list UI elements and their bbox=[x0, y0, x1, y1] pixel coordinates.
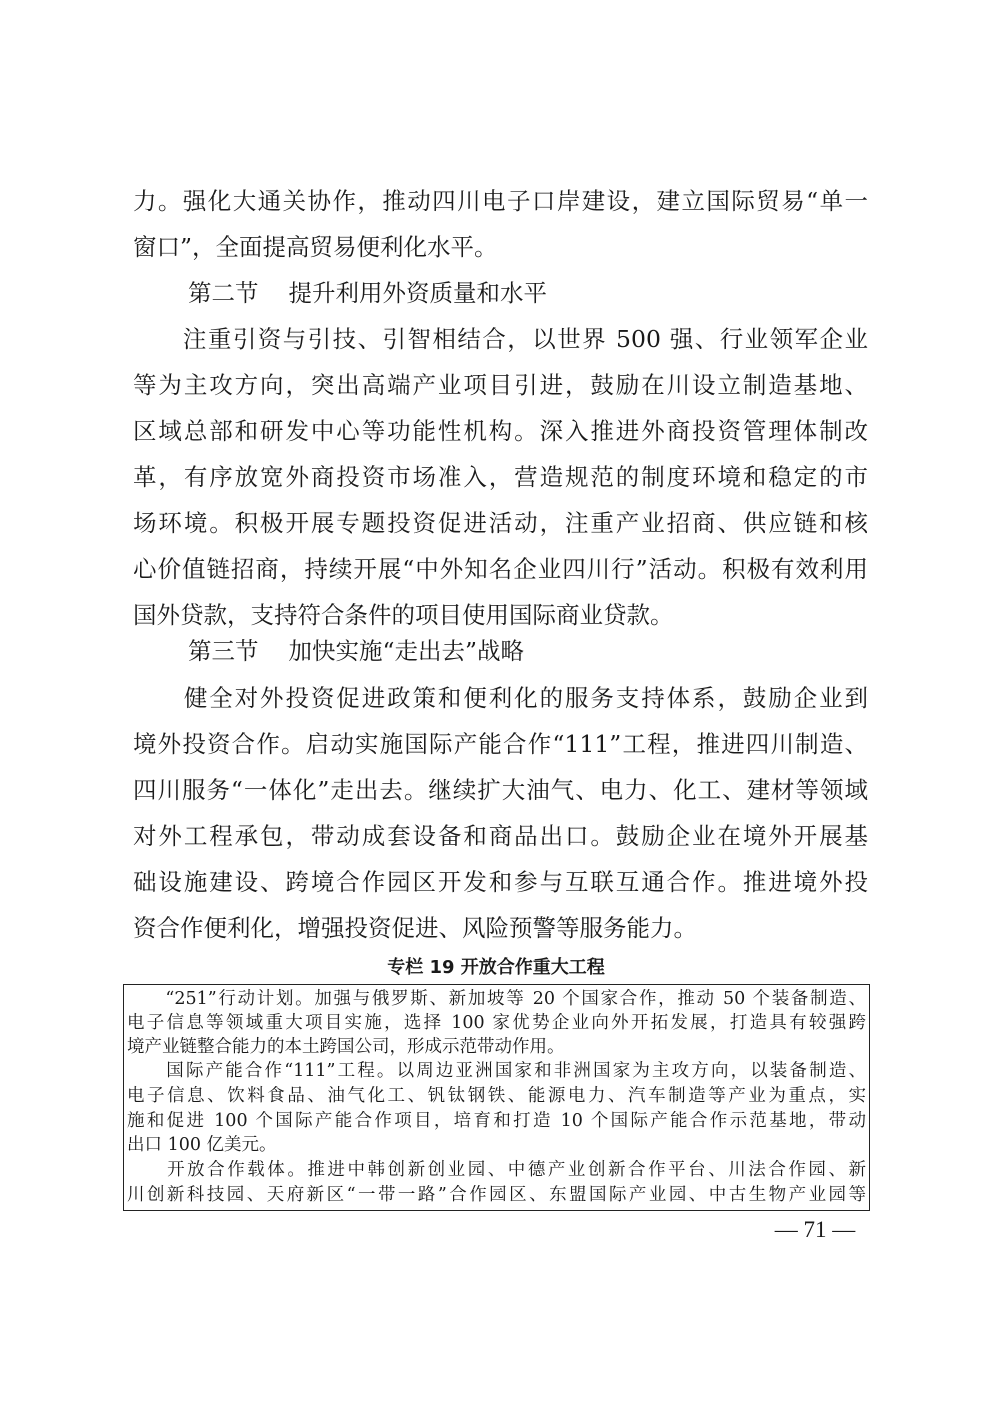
body-text-line: 注重引资与引技、引智相结合，以世界 500 强、行业领军企业 bbox=[133, 325, 868, 353]
page-number: — 71 — bbox=[774, 1217, 856, 1242]
box-text-line: 境产业链整合能力的本土跨国公司，形成示范带动作用。 bbox=[127, 1037, 565, 1057]
body-text-line: 资合作便利化，增强投资促进、风险预警等服务能力。 bbox=[133, 914, 697, 942]
box-text-line: 国际产能合作“111”工程。以周边亚洲国家和非洲国家为主攻方向，以装备制造、 bbox=[127, 1061, 866, 1081]
box-text-line: 开放合作载体。推进中韩创新创业园、中德产业创新合作平台、川法合作园、新 bbox=[127, 1160, 866, 1180]
box-text-line: 出口 100 亿美元。 bbox=[127, 1135, 277, 1155]
body-text-line: 国外贷款，支持符合条件的项目使用国际商业贷款。 bbox=[133, 601, 674, 629]
body-text-line: 心价值链招商，持续开展“中外知名企业四川行”活动。积极有效利用 bbox=[133, 555, 868, 583]
box-text-line: 电子信息、饮料食品、油气化工、钒钛钢铁、能源电力、汽车制造等产业为重点，实 bbox=[127, 1086, 866, 1106]
section-title: 加快实施“走出去”战略 bbox=[288, 637, 525, 665]
body-text-line: 等为主攻方向，突出高端产业项目引进，鼓励在川设立制造基地、 bbox=[133, 371, 868, 399]
body-text-line: 场环境。积极开展专题投资促进活动，注重产业招商、供应链和核 bbox=[133, 509, 868, 537]
section-heading-3 bbox=[188, 636, 524, 666]
body-text-line: 革，有序放宽外商投资市场准入，营造规范的制度环境和稳定的市 bbox=[133, 463, 868, 491]
body-text-line: 四川服务“一体化”走出去。继续扩大油气、电力、化工、建材等领域 bbox=[133, 776, 868, 804]
body-text-line: 窗口”，全面提高贸易便利化水平。 bbox=[133, 233, 498, 261]
box-text-line: “251”行动计划。加强与俄罗斯、新加坡等 20 个国家合作，推动 50 个装备制造、 bbox=[127, 989, 866, 1009]
box-text-line: 川创新科技园、天府新区“一带一路”合作园区、东盟国际产业园、中古生物产业园等 bbox=[127, 1185, 866, 1205]
body-text-line: 健全对外投资促进政策和便利化的服务支持体系，鼓励企业到 bbox=[133, 684, 868, 712]
box-title: 专栏 19 开放合作重大工程 bbox=[387, 957, 605, 978]
body-text-line: 础设施建设、跨境合作园区开发和参与互联互通合作。推进境外投 bbox=[133, 868, 868, 896]
section-number: 第三节 bbox=[188, 637, 259, 665]
box-text-line: 施和促进 100 个国际产能合作项目，培育和打造 10 个国际产能合作示范基地，带动 bbox=[127, 1111, 866, 1131]
section-title: 提升利用外资质量和水平 bbox=[288, 279, 547, 307]
box-text-line: 电子信息等领域重大项目实施，选择 100 家优势企业向外开拓发展，打造具有较强跨 bbox=[127, 1013, 866, 1033]
body-text-line: 力。强化大通关协作，推动四川电子口岸建设，建立国际贸易“单一 bbox=[133, 187, 868, 215]
body-text-line: 对外工程承包，带动成套设备和商品出口。鼓励企业在境外开展基 bbox=[133, 822, 868, 850]
section-heading-2 bbox=[188, 278, 547, 308]
body-text-line: 境外投资合作。启动实施国际产能合作“111”工程，推进四川制造、 bbox=[133, 730, 868, 758]
section-number: 第二节 bbox=[188, 279, 259, 307]
body-text-line: 区域总部和研发中心等功能性机构。深入推进外商投资管理体制改 bbox=[133, 417, 868, 445]
